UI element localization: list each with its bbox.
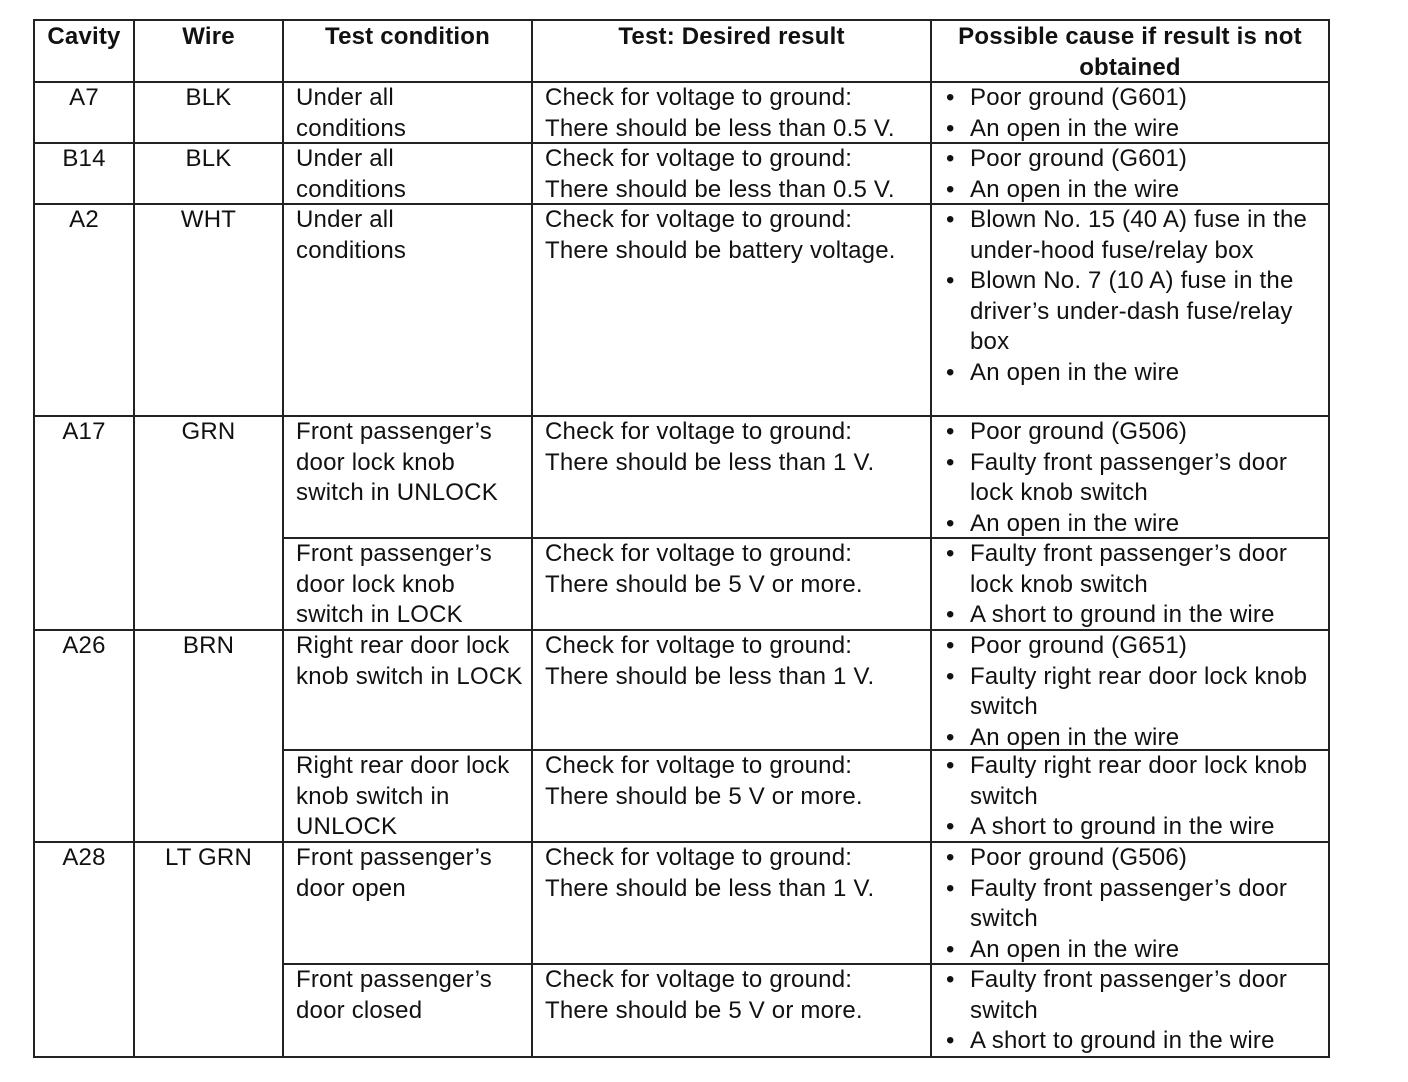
- result-line: There should be 5 V or more.: [545, 782, 863, 810]
- cause-item: • Faulty right rear door lock knob switch: [946, 662, 1326, 723]
- cause-item: • Faulty front passenger’s door lock knob switch: [946, 448, 1326, 509]
- possible-cause-cell: [946, 965, 1326, 1057]
- possible-cause-cell: [946, 205, 1326, 388]
- possible-cause-cell: [946, 843, 1326, 965]
- test-condition-cell: Under all conditions: [296, 84, 407, 142]
- test-condition-cell: Front passenger’s door open: [296, 844, 492, 902]
- wire-cell: BRN: [182, 632, 235, 659]
- cavity-cell: A2: [69, 206, 99, 233]
- cause-item: • Faulty front passenger’s door switch: [946, 874, 1326, 935]
- cause-item: • Blown No. 15 (40 A) fuse in the under-hood fuse/relay box: [946, 205, 1326, 266]
- possible-cause-cell: [946, 417, 1326, 539]
- possible-cause-cell: [946, 631, 1326, 753]
- wire-cell: WHT: [180, 206, 237, 233]
- result-line: There should be less than 0.5 V.: [545, 175, 895, 203]
- test-condition-cell: Under all conditions: [296, 206, 407, 264]
- cause-item: • Poor ground (G506): [946, 843, 1326, 874]
- result-line: Check for voltage to ground:: [545, 206, 853, 233]
- cause-item: • An open in the wire: [946, 114, 1326, 145]
- cause-item: • An open in the wire: [946, 358, 1326, 389]
- result-line: Check for voltage to ground:: [545, 752, 853, 779]
- header-test-condition: Test condition: [324, 23, 490, 50]
- result-line: There should be less than 1 V.: [545, 874, 875, 902]
- result-line: Check for voltage to ground:: [545, 632, 853, 659]
- cause-item: • Poor ground (G651): [946, 631, 1326, 662]
- column-divider: [133, 21, 135, 1056]
- result-line: There should be less than 1 V.: [545, 662, 875, 690]
- result-line: There should be battery voltage.: [545, 236, 896, 264]
- result-line: Check for voltage to ground:: [545, 418, 853, 445]
- cause-item: • An open in the wire: [946, 175, 1326, 206]
- result-line: There should be 5 V or more.: [545, 570, 863, 598]
- desired-result-cell: [545, 205, 930, 266]
- cavity-cell: B14: [62, 145, 106, 172]
- cavity-cell: A28: [62, 844, 106, 871]
- cavity-cell: A26: [62, 632, 106, 659]
- result-line: Check for voltage to ground:: [545, 84, 853, 111]
- cause-item: • Faulty front passenger’s door lock knob switch: [946, 539, 1326, 600]
- cause-item: • A short to ground in the wire: [946, 812, 1326, 843]
- wire-cell: BLK: [185, 84, 232, 111]
- desired-result-cell: [545, 539, 930, 600]
- cavity-cell: A17: [62, 418, 106, 445]
- header-wire: Wire: [182, 23, 235, 50]
- possible-cause-cell: [946, 83, 1326, 144]
- cause-item: • A short to ground in the wire: [946, 1026, 1326, 1057]
- wire-cell: BLK: [185, 145, 232, 172]
- cause-item: • An open in the wire: [946, 723, 1326, 754]
- desired-result-cell: [545, 965, 930, 1026]
- desired-result-cell: [545, 83, 930, 144]
- desired-result-cell: [545, 144, 930, 205]
- result-line: Check for voltage to ground:: [545, 966, 853, 993]
- test-condition-cell: Front passenger’s door lock knob switch in LOCK: [296, 540, 492, 628]
- result-line: There should be 5 V or more.: [545, 996, 863, 1024]
- wire-cell: GRN: [181, 418, 236, 445]
- possible-cause-cell: [946, 144, 1326, 205]
- result-line: Check for voltage to ground:: [545, 844, 853, 871]
- wire-cell: LT GRN: [165, 844, 252, 871]
- desired-result-cell: [545, 751, 930, 812]
- test-condition-cell: Under all conditions: [296, 145, 407, 203]
- cause-item: • An open in the wire: [946, 509, 1326, 540]
- cause-item: • Poor ground (G601): [946, 83, 1326, 114]
- possible-cause-cell: [946, 539, 1326, 631]
- cause-item: • Poor ground (G506): [946, 417, 1326, 448]
- result-line: There should be less than 0.5 V.: [545, 114, 895, 142]
- header-desired-result: Test: Desired result: [618, 23, 845, 50]
- possible-cause-cell: [946, 751, 1326, 843]
- result-line: Check for voltage to ground:: [545, 540, 853, 567]
- desired-result-cell: [545, 843, 930, 904]
- header-possible-cause: Possible cause if result is not obtained: [958, 23, 1302, 81]
- wiring-test-table: [33, 19, 1330, 1058]
- cause-item: • An open in the wire: [946, 935, 1326, 966]
- test-condition-cell: Front passenger’s door lock knob switch in UNLOCK: [296, 418, 498, 506]
- cause-item: • Blown No. 7 (10 A) fuse in the driver’s under-dash fuse/relay box: [946, 266, 1326, 358]
- cause-item: • Poor ground (G601): [946, 144, 1326, 175]
- desired-result-cell: [545, 631, 930, 692]
- test-condition-cell: Right rear door lock knob switch in LOCK: [296, 632, 523, 690]
- header-cavity: Cavity: [47, 23, 121, 50]
- test-condition-cell: Right rear door lock knob switch in UNLOCK: [296, 752, 510, 840]
- test-condition-cell: Front passenger’s door closed: [296, 966, 492, 1024]
- cause-item: • Faulty right rear door lock knob switch: [946, 751, 1326, 812]
- desired-result-cell: [545, 417, 930, 478]
- cause-item: • A short to ground in the wire: [946, 600, 1326, 631]
- cavity-cell: A7: [69, 84, 99, 111]
- cause-item: • Faulty front passenger’s door switch: [946, 965, 1326, 1026]
- result-line: There should be less than 1 V.: [545, 448, 875, 476]
- result-line: Check for voltage to ground:: [545, 145, 853, 172]
